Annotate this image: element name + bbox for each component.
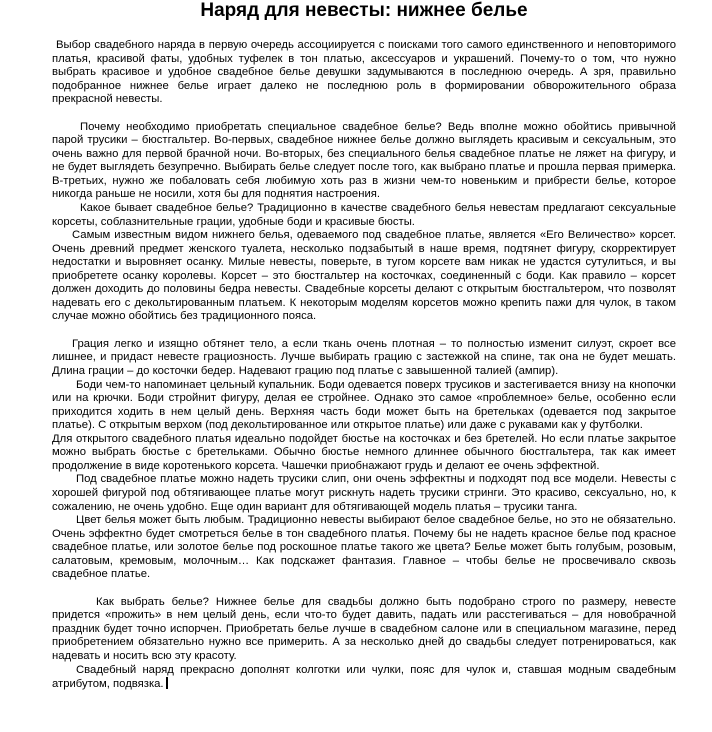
paragraph-gap: [52, 107, 676, 121]
document-title: Наряд для невесты: нижнее белье: [200, 0, 528, 21]
paragraph-panties: Под свадебное платье можно надеть трусики слип, они очень эффектны и подходят под все модели. Невесты с хорошей фигурой под обтягивающее платье могут рискнуть надеть трусики стринги. Это красиво, сексуально, но, к сожалению, не очень удобно. Еще один вариант для обтягивающей модель платья – трусики танга.: [52, 473, 676, 513]
paragraph-gap: [52, 324, 676, 338]
paragraph-why: Почему необходимо приобретать специальное свадебное белье? Ведь вполне можно обойтись привычной парой трусики – бюстгальтер. Во-первых, свадебное нижнее белье должно выглядеть красивым и сексуальным, это очень важно для первой брачной ночи. Во-вторых, без специального белья свадебное платье не ляжет на фигуру, и не будет выглядеть безупречно. Выбирать белье следует после того, как выбрано платье и прошла первая примерка. В-третьих, нужно же побаловать себя любимую хоть раз в жизни чем-то новеньким и прибрести белье, которое никогда раньше не носили, хотя бы для поднятия настроения.: [52, 120, 676, 201]
paragraph-accessories: [52, 664, 676, 692]
document-page: [52, 0, 676, 692]
paragraph-color: Цвет белья может быть любым. Традиционно невесты выбирают белое свадебное белье, но это не обязательно. Очень эффектно будет смотреться белье в тон свадебного платья. Почему бы не надеть красное белье под красное свадебное платье, или золотое белье под роскошное платье такого же цвета? Белье может быть голубым, розовым, салатовым, кремовым, молочным… Как подскажет фантазия. Главное – чтобы белье не просвечивало сквозь свадебное платье.: [52, 514, 676, 581]
paragraph-bustier: Для открытого свадебного платья идеально подойдет бюстье на косточках и без бретелей. Но если платье закрытое можно выбрать бюстье с бретельками. Обычно бюстье немного длиннее обычного бюстгальтера, так как имеет продолжение в виде коротенького корсета. Чашечки приобнажают грудь и делают ее очень эффектной.: [52, 432, 676, 472]
paragraph-grace: Грация легко и изящно обтянет тело, а если ткань очень плотная – то полностью изменит силуэт, скроет все лишнее, и придаст невесте грациозность. Лучше выбирать грацию с застежкой на спине, так она не будет мешать. Длина грации – до косточки бедер. Надевают грацию под платье с завышенной талией (ампир).: [52, 337, 676, 378]
paragraph-intro: Выбор свадебного наряда в первую очередь ассоциируется с поисками того самого единственного и неповторимого платья, красивой фаты, удобных туфелек в тон платью, аксессуаров и украшений. Почему-то о том, что нужно выбрать красивое и удобное свадебное белье девушки задумываются в последнюю очередь. А зря, правильно подобранное нижнее белье играет далеко не последнюю роль в формировании обворожительного образа прекрасной невесты.: [52, 39, 676, 106]
paragraph-accessories-text: Свадебный наряд прекрасно дополнят колготки или чулки, пояс для чулок и, ставшая модным свадебным атрибутом, подвязка.: [52, 663, 676, 691]
text-cursor: [166, 677, 168, 689]
document-body: [52, 39, 676, 692]
paragraph-how-to-choose: Как выбрать белье? Нижнее белье для свадьбы должно быть подобрано строго по размеру, невесте придется «прожить» в нем целый день, если что-то будет давить, падать или расстегиваться – для новобрачной праздник будет точно испорчен. Приобретать белье лучше в свадебном салоне или в специальном магазине, перед приобретением обязательно нужно все примерить. А за несколько дней до свадьбы следует потренироваться, как надевать и носить всю эту красоту.: [52, 595, 676, 662]
paragraph-body: Боди чем-то напоминает цельный купальник. Боди одевается поверх трусиков и застегивается внизу на кнопочки или на крючки. Боди стройнит фигуру, делая ее стройнее. Однако это самое «проблемное» белье, особенно если приходится ходить в нем целый день. Верхняя часть боди может быть на бретельках (одевается под закрытое платье). С открытым верхом (под декольтированное или открытое платье) или даже с рукавами как у футболки.: [52, 378, 676, 432]
paragraph-gap: [52, 582, 676, 596]
paragraph-corset: Самым известным видом нижнего белья, одеваемого под свадебное платье, является «Его Величество» корсет. Очень древний предмет женского туалета, несколько подзабытый в наше время, подтянет фигуру, скорректирует недостатки и выровняет осанку. Милые невесты, поверьте, в тугом корсете вам никак не удастся сутулиться, и вы приобретете осанку королевы. Корсет – это бюстгальтер на косточках, соединенный с боди. Как правило – корсет должен доходить до половины бедра невесты. Свадебные корсеты делают с открытым бюстгальтером, что позволят надевать его с декольтированным платьем. К некоторым моделям корсетов можно крепить пажи для чулок, в таком случае можно обойтись без традиционного пояса.: [52, 229, 676, 323]
paragraph-types: Какое бывает свадебное белье? Традиционно в качестве свадебного белья невестам предлагают сексуальные корсеты, соблазнительные грации, удобные боди и красивые бюсты.: [52, 202, 676, 228]
